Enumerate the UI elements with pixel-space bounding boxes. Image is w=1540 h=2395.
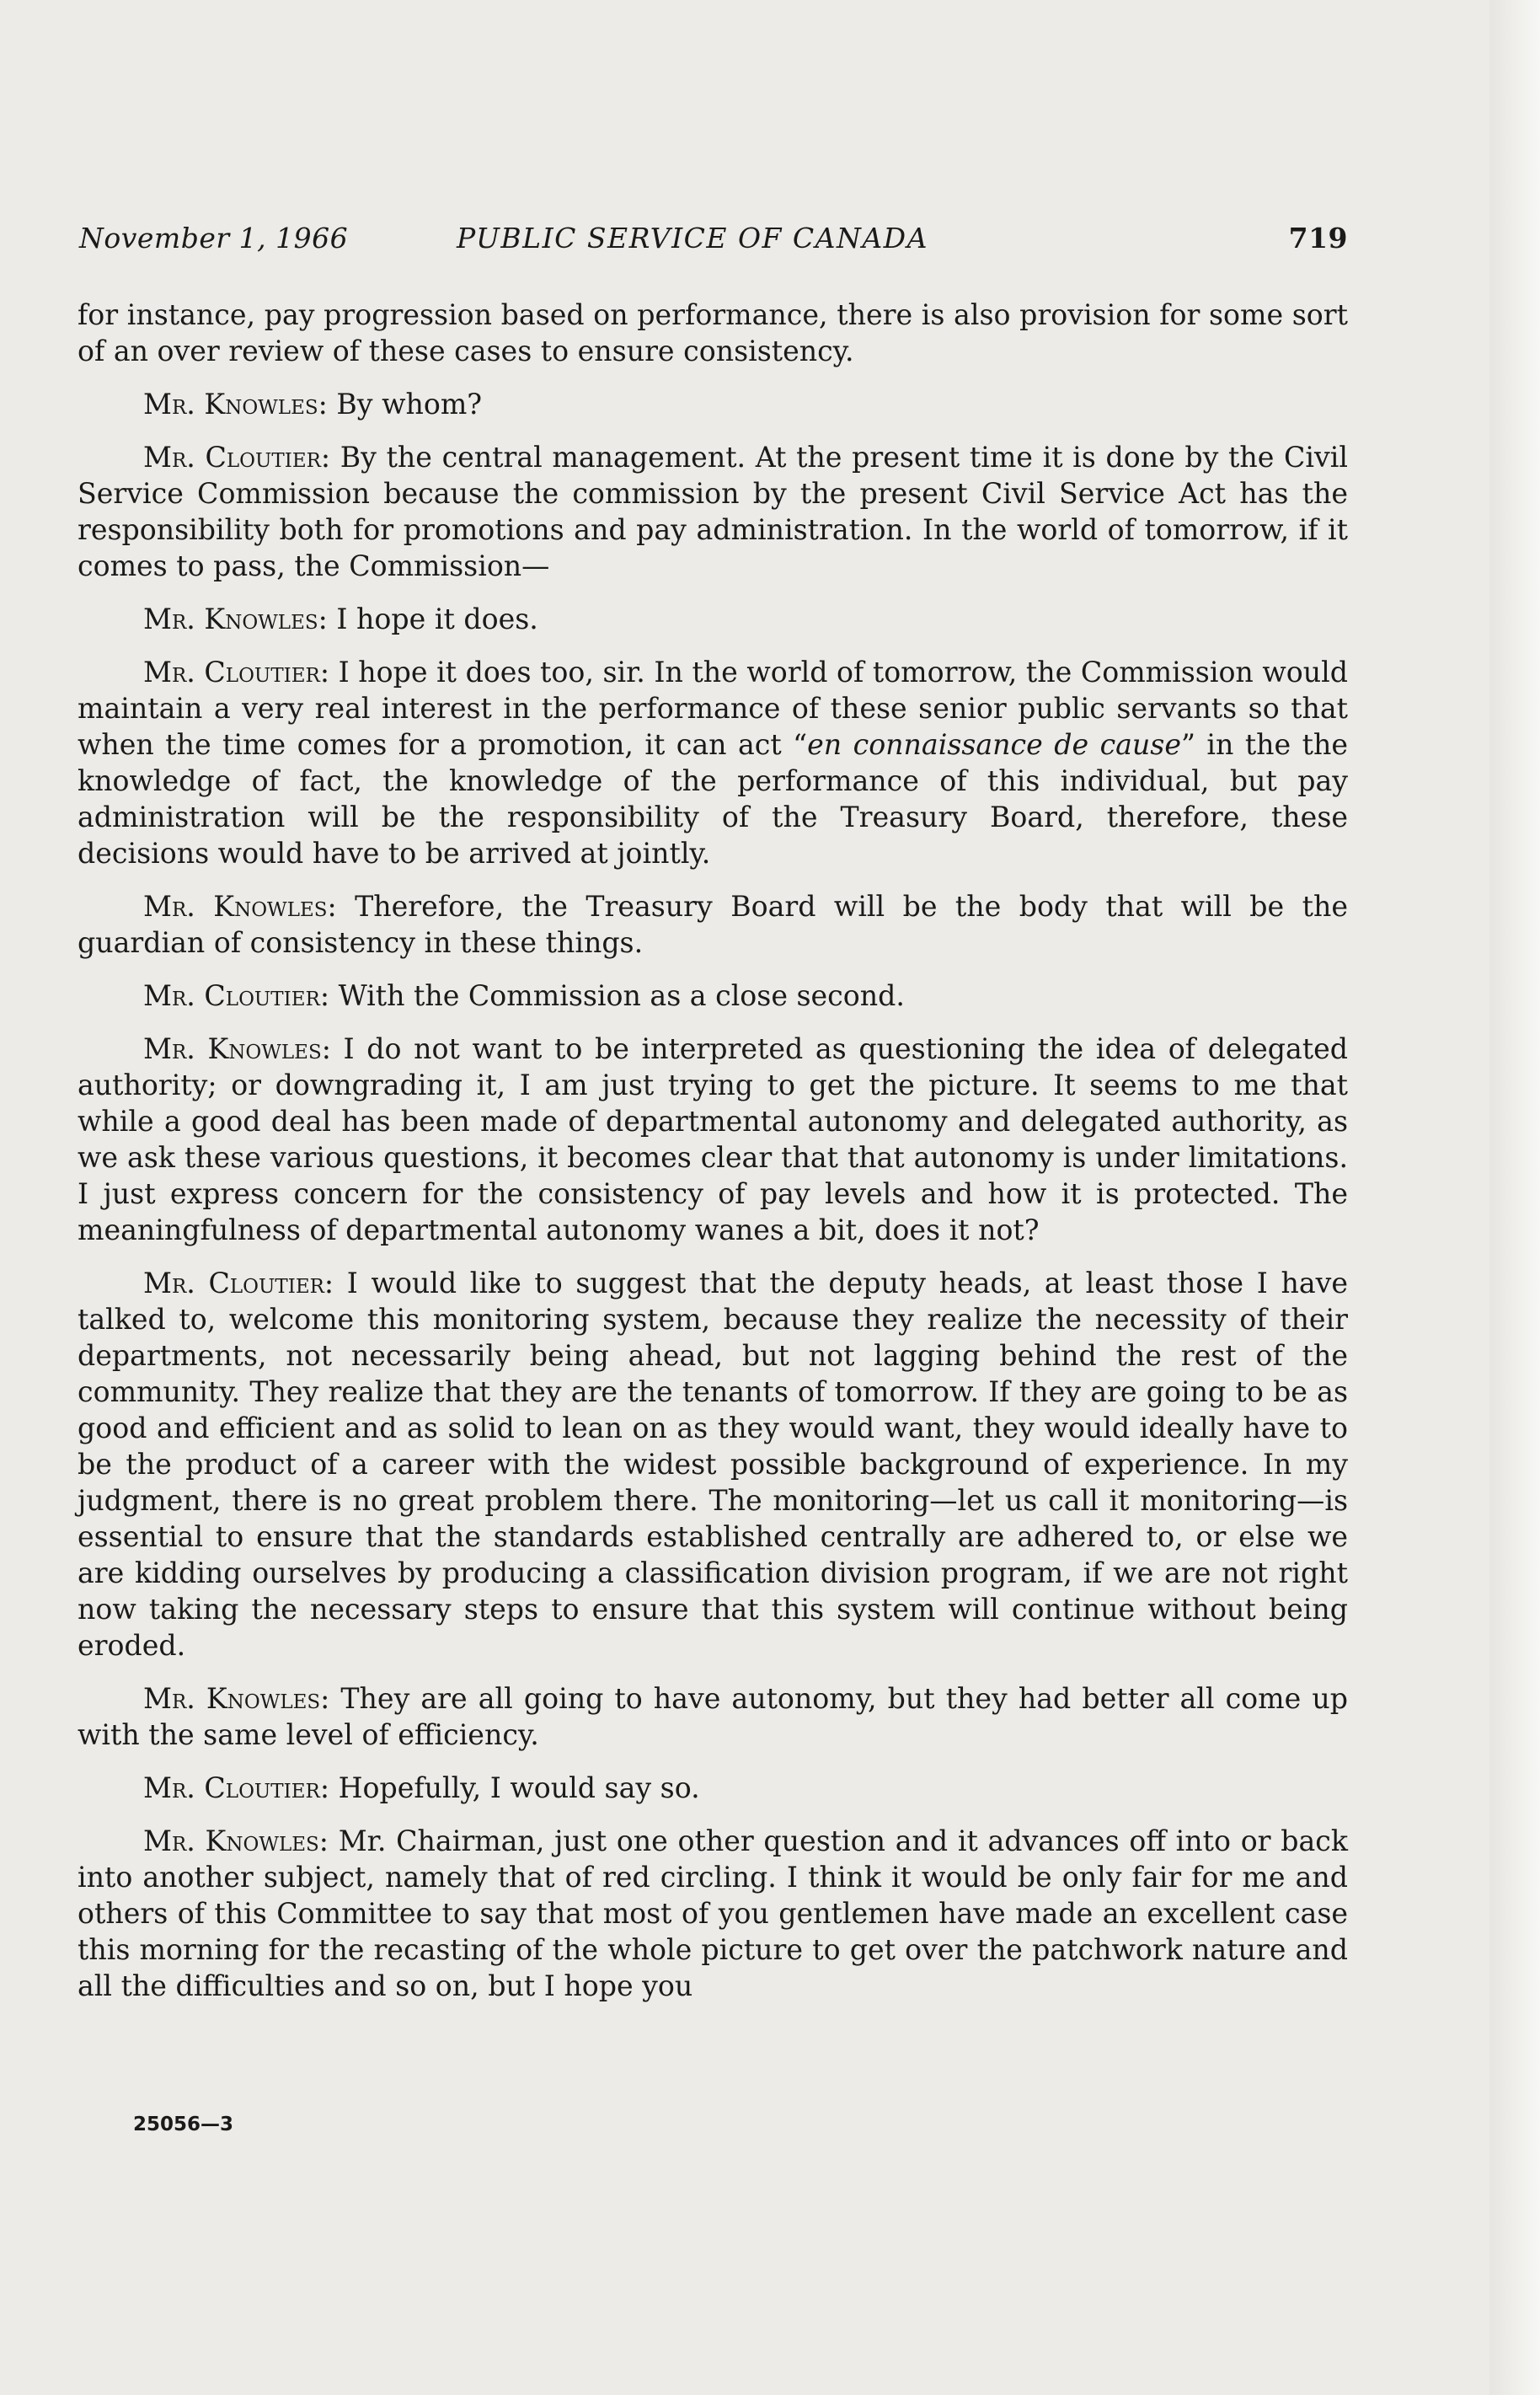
paragraph-2 xyxy=(78,439,1348,584)
speaker-name: Mr. Knowles: xyxy=(143,890,337,923)
speaker-name: Mr. Cloutier: xyxy=(143,979,330,1012)
paragraph-text: With the Commission as a close second. xyxy=(338,979,905,1012)
paragraph-text: By the central management. At the present time it is done by the Civil Service Commission because the commission by the present Civil Service Act has the responsibility both for promotions and pay administration. In the world of tomorrow, if it comes to pass, the Commission— xyxy=(78,441,1348,582)
paragraph-text: Mr. Chairman, just one other question and it advances off into or back into another subject, namely that of red circling. I think it would be only fair for me and others of this Committee to say that most of you gentlemen have made an excellent case this morning for the recasting of the whole picture to get over the patchwork nature and all the difficulties and so on, but I hope you xyxy=(78,1824,1348,2002)
paragraph-8 xyxy=(78,1265,1348,1664)
header-date: November 1, 1966 xyxy=(79,222,349,255)
paragraph-text: for instance, pay progression based on performance, there is also provision for some sort of an over review of these cases to ensure consistency. xyxy=(78,298,1348,367)
paragraph-1 xyxy=(78,386,1348,422)
transcript-body xyxy=(78,297,1348,2021)
page-edge-shadow xyxy=(1489,0,1540,2395)
paragraph-text: I would like to suggest that the deputy heads, at least those I have talked to, welcome this monitoring system, because they realize the necessity of their departments, not necessarily being ahead, but not lagging behind the rest of the community. They realize that they are the tenants of tomorrow. If they are going to be as good and efficient and as solid to lean on as they would want, they would ideally have to be the product of a career with the widest possible background of experience. In my judgment, there is no great problem there. The monitoring—let us call it monitoring—is essential to ensure that the standards established centrally are adhered to, or else we are kidding ourselves by producing a classification division program, if we are not right now taking the necessary steps to ensure that this system will continue without being eroded. xyxy=(78,1267,1348,1662)
paragraph-text: I do not want to be interpreted as questioning the idea of delegated authority; or downgrading it, I am just trying to get the picture. It seems to me that while a good deal has been made of departmental autonomy and delegated authority, as we ask these various questions, it becomes clear that that autonomy is under limitations. I just express concern for the consistency of pay levels and how it is protected. The meaningfulness of departmental autonomy wanes a bit, does it not? xyxy=(78,1032,1348,1246)
paragraph-text-after: ” in the the knowledge of fact, the knowledge of the performance of this individual, but pay administration will be the responsibility of the Treasury Board, therefore, these decisions would have to be arrived at jointly. xyxy=(78,728,1348,870)
paragraph-4 xyxy=(78,654,1348,871)
paragraph-6 xyxy=(78,978,1348,1014)
paragraph-text: I hope it does. xyxy=(336,603,538,635)
paragraph-11 xyxy=(78,1823,1348,2004)
speaker-name: Mr. Knowles: xyxy=(143,388,328,421)
paragraph-7 xyxy=(78,1031,1348,1248)
paragraph-5 xyxy=(78,888,1348,961)
french-phrase: en connaissance de cause xyxy=(807,728,1181,761)
speaker-name: Mr. Cloutier: xyxy=(143,656,330,688)
paragraph-9 xyxy=(78,1680,1348,1753)
footer-signature-code: 25056—3 xyxy=(133,2114,234,2135)
speaker-name: Mr. Knowles: xyxy=(143,603,328,635)
paragraph-text-before: I hope it does too, sir. In the world of tomorrow, the Commission would maintain a very real interest in the performance of these senior public servants so that when the time comes for a promotion, it can act “ xyxy=(78,656,1348,761)
page-number: 719 xyxy=(1288,222,1348,255)
speaker-name: Mr. Cloutier: xyxy=(143,1267,334,1299)
speaker-name: Mr. Knowles: xyxy=(143,1824,329,1857)
paragraph-0 xyxy=(78,297,1348,369)
paragraph-text: They are all going to have autonomy, but they had better all come up with the same level of efficiency. xyxy=(78,1682,1348,1751)
paragraph-10 xyxy=(78,1770,1348,1806)
header-title: PUBLIC SERVICE OF CANADA xyxy=(457,222,928,255)
paragraph-3 xyxy=(78,601,1348,637)
page-header xyxy=(79,222,1348,264)
speaker-name: Mr. Cloutier: xyxy=(143,441,331,474)
paragraph-text: By whom? xyxy=(336,388,483,421)
speaker-name: Mr. Knowles: xyxy=(143,1682,330,1715)
speaker-name: Mr. Knowles: xyxy=(143,1032,331,1065)
paragraph-text: Therefore, the Treasury Board will be the body that will be the guardian of consistency in these things. xyxy=(78,890,1348,959)
speaker-name: Mr. Cloutier: xyxy=(143,1771,330,1804)
paragraph-text: Hopefully, I would say so. xyxy=(338,1771,700,1804)
